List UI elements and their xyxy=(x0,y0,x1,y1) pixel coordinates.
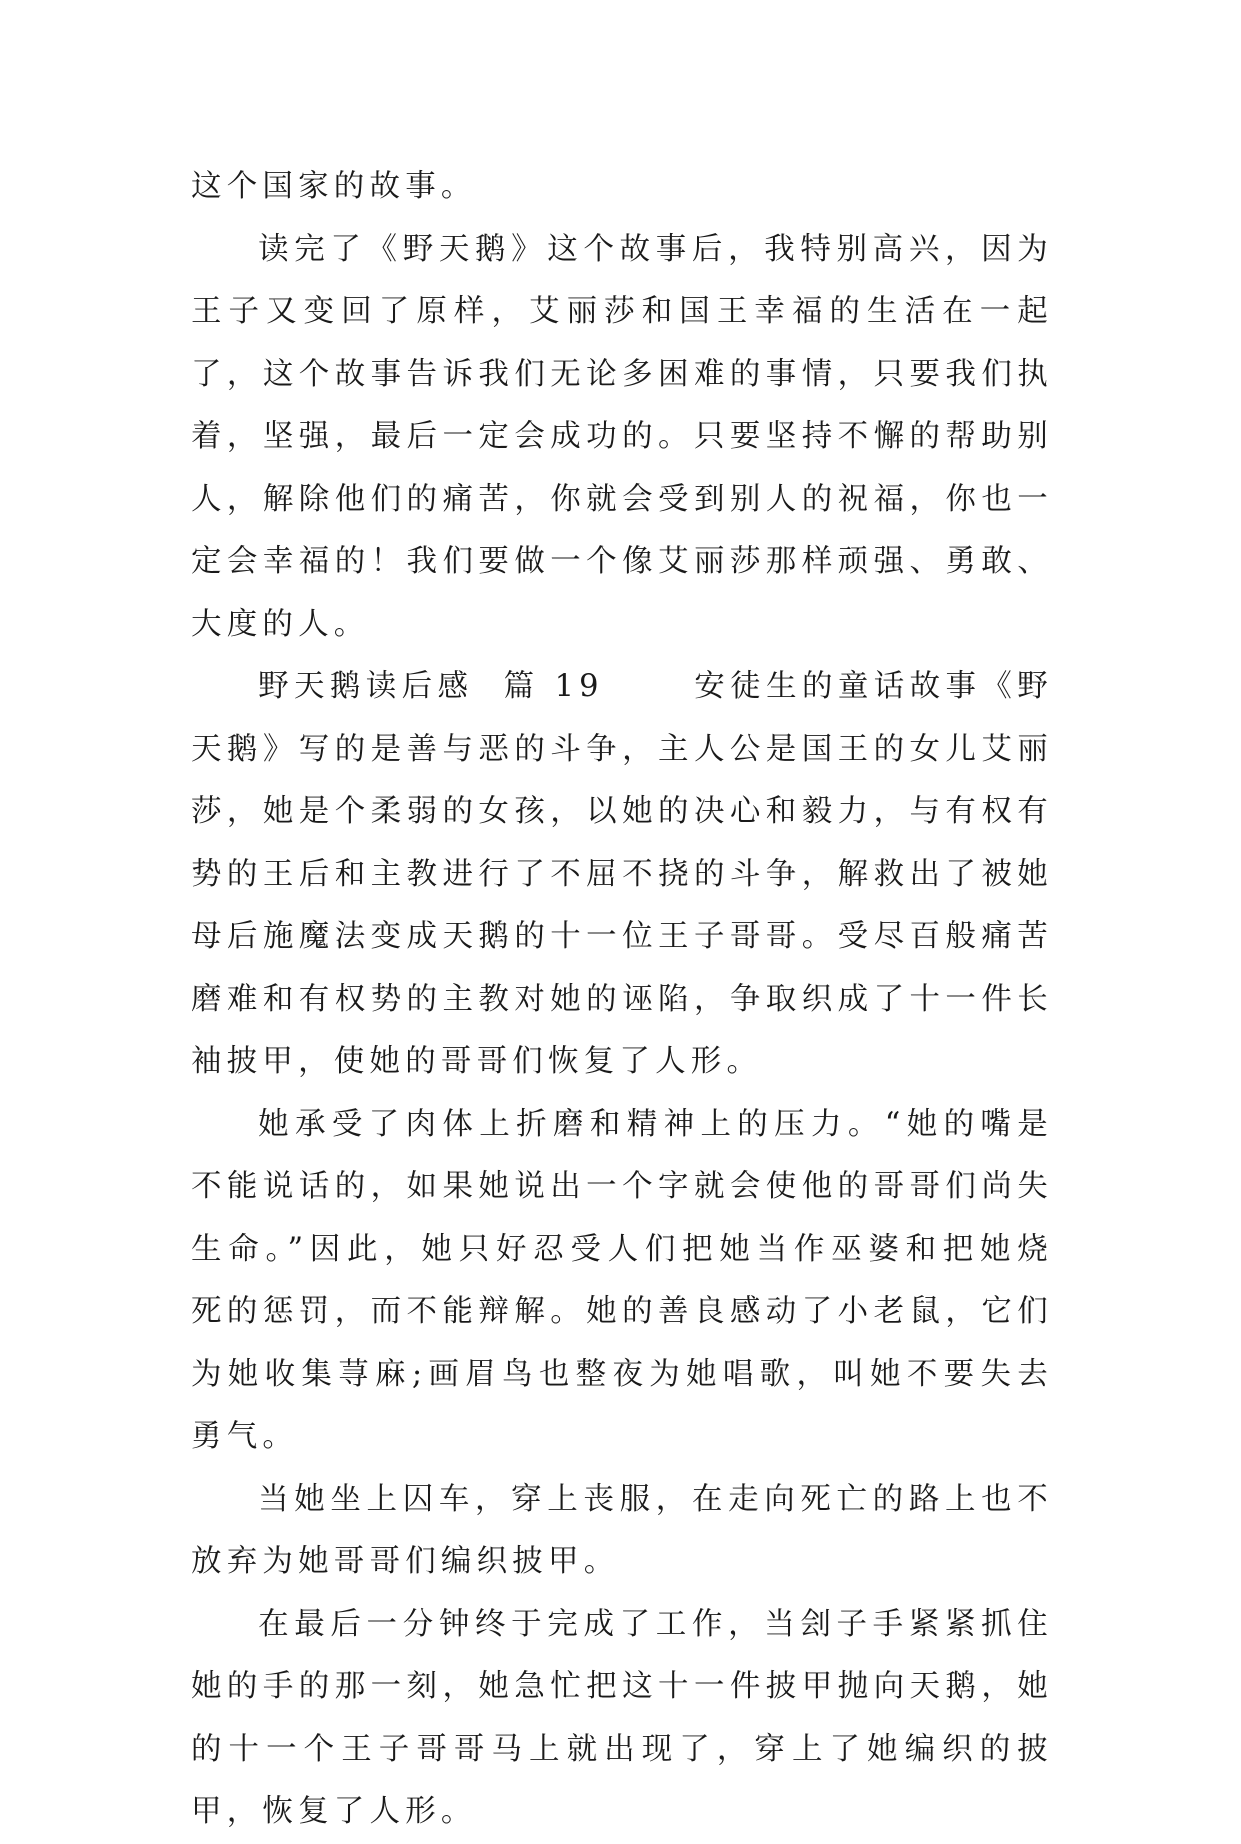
paragraph: 这个国家的故事。 xyxy=(191,169,477,204)
paragraph: 在最后一分钟终于完成了工作，当刽子手紧紧抓住她的手的那一刻，她急忙把这十一件披甲抛向天鹅，她的十一个王子哥哥马上就出现了，穿上了她编织的披甲，恢复了人形。 xyxy=(191,1606,1053,1829)
paragraph: 当她坐上囚车，穿上丧服，在走向死亡的路上也不放弃为她哥哥们编织披甲。 xyxy=(191,1481,1053,1579)
paragraph-with-heading: 野天鹅读后感 篇 19 安徒生的童话故事《野天鹅》写的是善与恶的斗争，主人公是国王的女儿艾丽莎，她是个柔弱的女孩，以她的决心和毅力，与有权有势的王后和主教进行了不屈不挠的斗争，解救出了被她母后施魔法变成天鹅的十一位王子哥哥。受尽百般痛苦磨难和有权势的主教对她的诬陷，争取织成了十一件长袖披甲，使她的哥哥们恢复了人形。 xyxy=(191,669,1053,1079)
document-body xyxy=(191,156,1053,1844)
paragraph: 读完了《野天鹅》这个故事后，我特别高兴，因为王子又变回了原样，艾丽莎和国王幸福的生活在一起了，这个故事告诉我们无论多困难的事情，只要我们执着，坚强，最后一定会成功的。只要坚持不懈的帮助别人，解除他们的痛苦，你就会受到别人的祝福，你也一定会幸福的！我们要做一个像艾丽莎那样顽强、勇敢、大度的人。 xyxy=(191,231,1053,642)
paragraph: 她承受了肉体上折磨和精神上的压力。“她的嘴是不能说话的，如果她说出一个字就会使他的哥哥们尚失生命。”因此，她只好忍受人们把她当作巫婆和把她烧死的惩罚，而不能辩解。她的善良感动了小老鼠，它们为她收集荨麻;画眉鸟也整夜为她唱歌，叫她不要失去勇气。 xyxy=(191,1106,1053,1454)
